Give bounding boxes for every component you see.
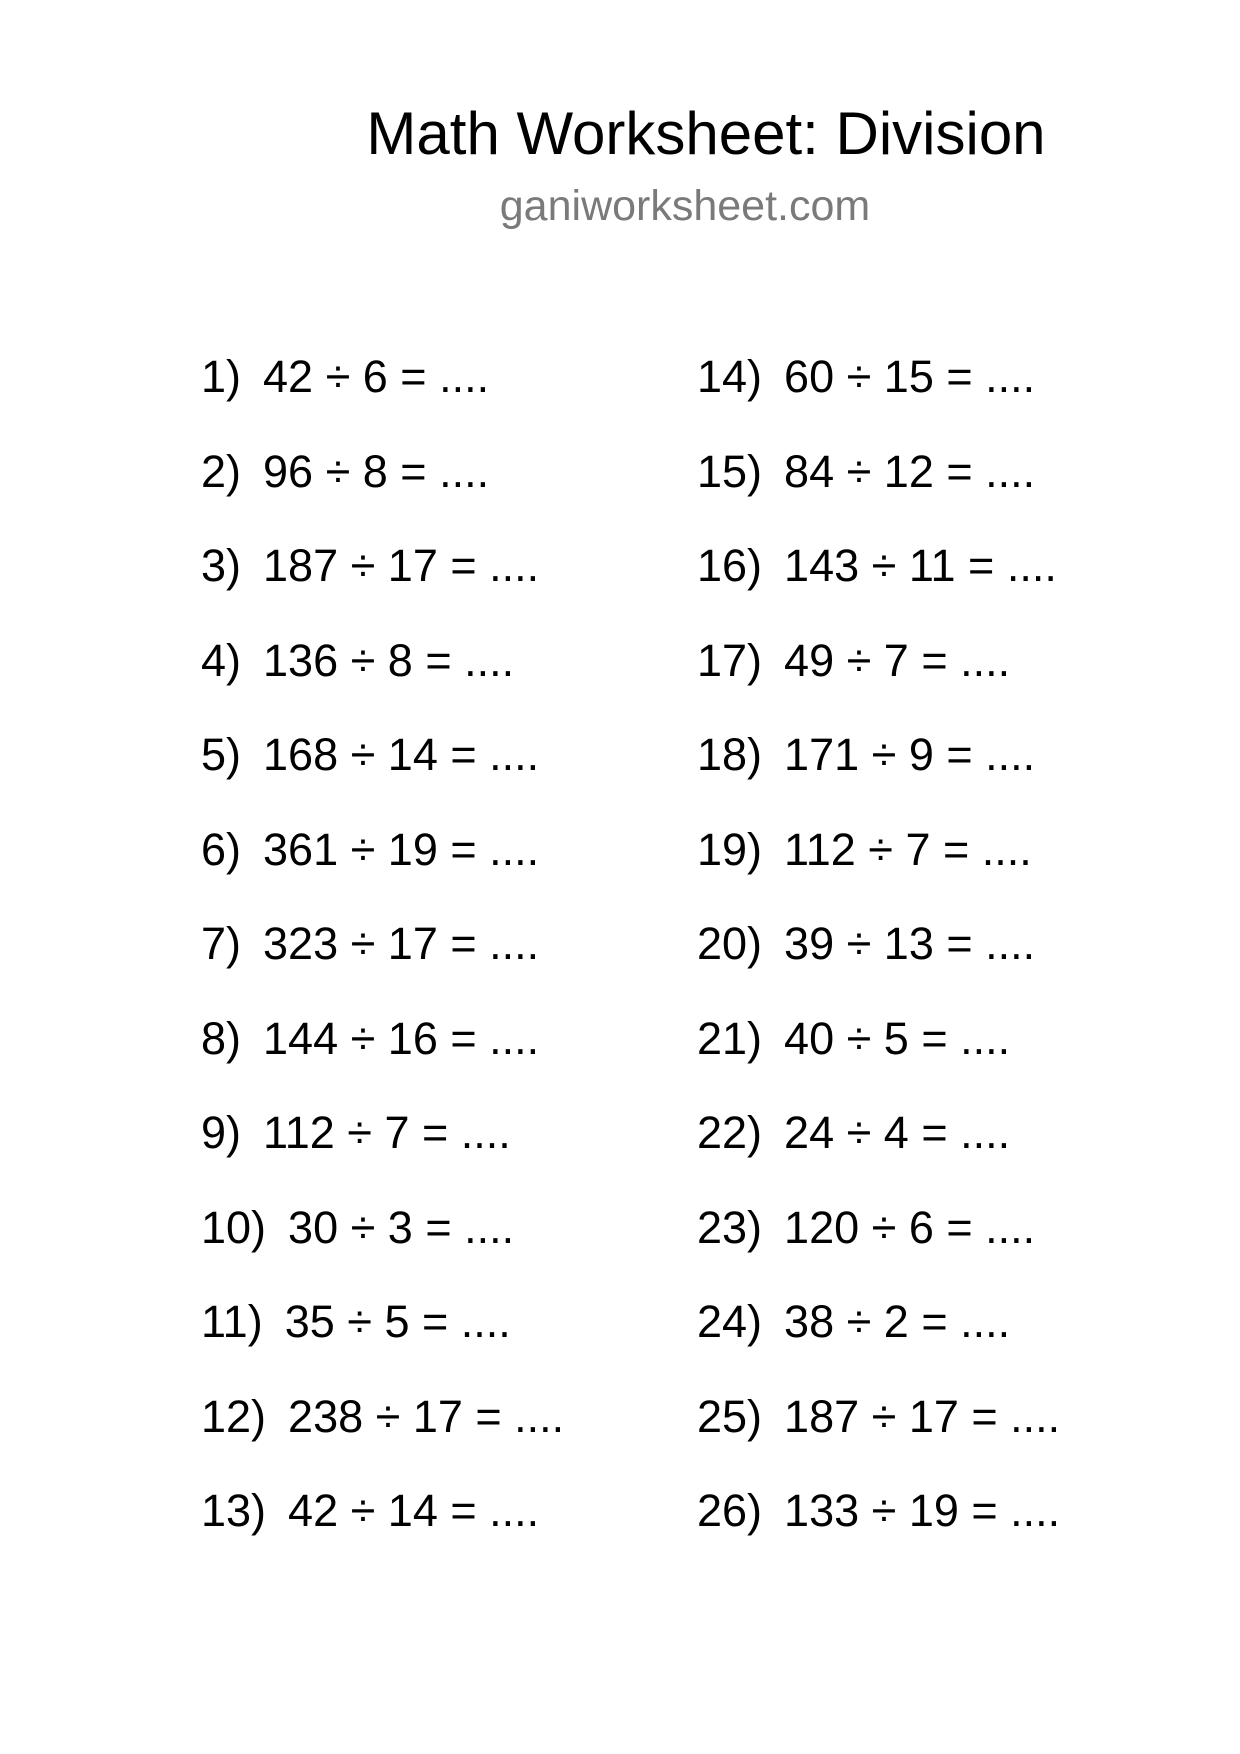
problem-23 (697, 1198, 1157, 1293)
problem-20 (697, 914, 1157, 1009)
problem-number: 12) (201, 1390, 267, 1442)
problem-expression: 136 ÷ 8 = .... (263, 634, 515, 686)
problem-expression: 361 ÷ 19 = .... (263, 823, 540, 875)
problem-3 (201, 536, 661, 631)
problem-expression: 238 ÷ 17 = .... (288, 1390, 565, 1442)
problem-expression: 49 ÷ 7 = .... (784, 634, 1011, 686)
problem-number: 25) (697, 1390, 763, 1442)
problem-expression: 60 ÷ 15 = .... (784, 351, 1036, 402)
problem-number: 24) (697, 1296, 763, 1347)
problem-expression: 144 ÷ 16 = .... (263, 1012, 540, 1064)
problem-26 (697, 1481, 1157, 1576)
site-name: ganiworksheet.com (499, 182, 871, 230)
problem-expression: 84 ÷ 12 = .... (784, 445, 1036, 497)
problem-number: 11) (201, 1296, 263, 1347)
problem-2 (201, 442, 661, 537)
problem-expression: 143 ÷ 11 = .... (784, 540, 1057, 591)
problem-1 (201, 347, 661, 442)
problem-number: 10) (201, 1201, 267, 1253)
problem-19 (697, 820, 1157, 915)
problem-9 (201, 1103, 661, 1198)
problem-expression: 40 ÷ 5 = .... (784, 1012, 1011, 1064)
problems-right-column (697, 347, 1157, 1576)
problem-number: 18) (697, 729, 763, 780)
problem-expression: 38 ÷ 2 = .... (784, 1296, 1011, 1347)
problem-number: 9) (201, 1107, 242, 1158)
problem-13 (201, 1481, 661, 1576)
problem-expression: 133 ÷ 19 = .... (784, 1485, 1061, 1536)
problem-8 (201, 1009, 661, 1104)
problem-expression: 323 ÷ 17 = .... (263, 918, 540, 969)
problem-expression: 187 ÷ 17 = .... (263, 540, 540, 591)
problems-left-column (201, 347, 661, 1576)
problem-10 (201, 1198, 661, 1293)
problem-12 (201, 1387, 661, 1482)
problem-number: 19) (697, 823, 763, 875)
problem-expression: 42 ÷ 14 = .... (288, 1485, 540, 1536)
problem-15 (697, 442, 1157, 537)
problem-7 (201, 914, 661, 1009)
problem-6 (201, 820, 661, 915)
problem-expression: 120 ÷ 6 = .... (784, 1201, 1036, 1253)
problem-expression: 96 ÷ 8 = .... (263, 445, 490, 497)
problem-18 (697, 725, 1157, 820)
problem-expression: 187 ÷ 17 = .... (784, 1390, 1061, 1442)
problem-expression: 168 ÷ 14 = .... (263, 729, 540, 780)
problem-expression: 35 ÷ 5 = .... (284, 1296, 511, 1347)
problem-number: 14) (697, 351, 763, 402)
problem-number: 15) (697, 445, 763, 497)
problem-4 (201, 631, 661, 726)
problem-number: 6) (201, 823, 242, 875)
problem-number: 1) (201, 351, 242, 402)
problem-11 (201, 1292, 661, 1387)
problem-25 (697, 1387, 1157, 1482)
problem-number: 17) (697, 634, 763, 686)
problem-number: 26) (697, 1485, 763, 1536)
problem-number: 2) (201, 445, 242, 497)
problem-number: 3) (201, 540, 242, 591)
problem-number: 8) (201, 1012, 242, 1064)
problem-5 (201, 725, 661, 820)
problem-expression: 112 ÷ 7 = .... (784, 823, 1032, 875)
worksheet-title: Math Worksheet: Division (366, 100, 1046, 167)
problem-number: 23) (697, 1201, 763, 1253)
problem-expression: 42 ÷ 6 = .... (263, 351, 490, 402)
problem-expression: 24 ÷ 4 = .... (784, 1107, 1011, 1158)
problem-number: 4) (201, 634, 242, 686)
problem-14 (697, 347, 1157, 442)
problem-expression: 39 ÷ 13 = .... (784, 918, 1036, 969)
problem-17 (697, 631, 1157, 726)
problem-22 (697, 1103, 1157, 1198)
problem-number: 7) (201, 918, 242, 969)
problem-16 (697, 536, 1157, 631)
problem-number: 20) (697, 918, 763, 969)
problem-number: 13) (201, 1485, 267, 1536)
problem-number: 22) (697, 1107, 763, 1158)
problem-expression: 171 ÷ 9 = .... (784, 729, 1036, 780)
problem-24 (697, 1292, 1157, 1387)
problem-expression: 112 ÷ 7 = .... (263, 1107, 511, 1158)
problem-expression: 30 ÷ 3 = .... (288, 1201, 515, 1253)
problem-number: 21) (697, 1012, 763, 1064)
problem-number: 5) (201, 729, 242, 780)
problem-21 (697, 1009, 1157, 1104)
problem-number: 16) (697, 540, 763, 591)
